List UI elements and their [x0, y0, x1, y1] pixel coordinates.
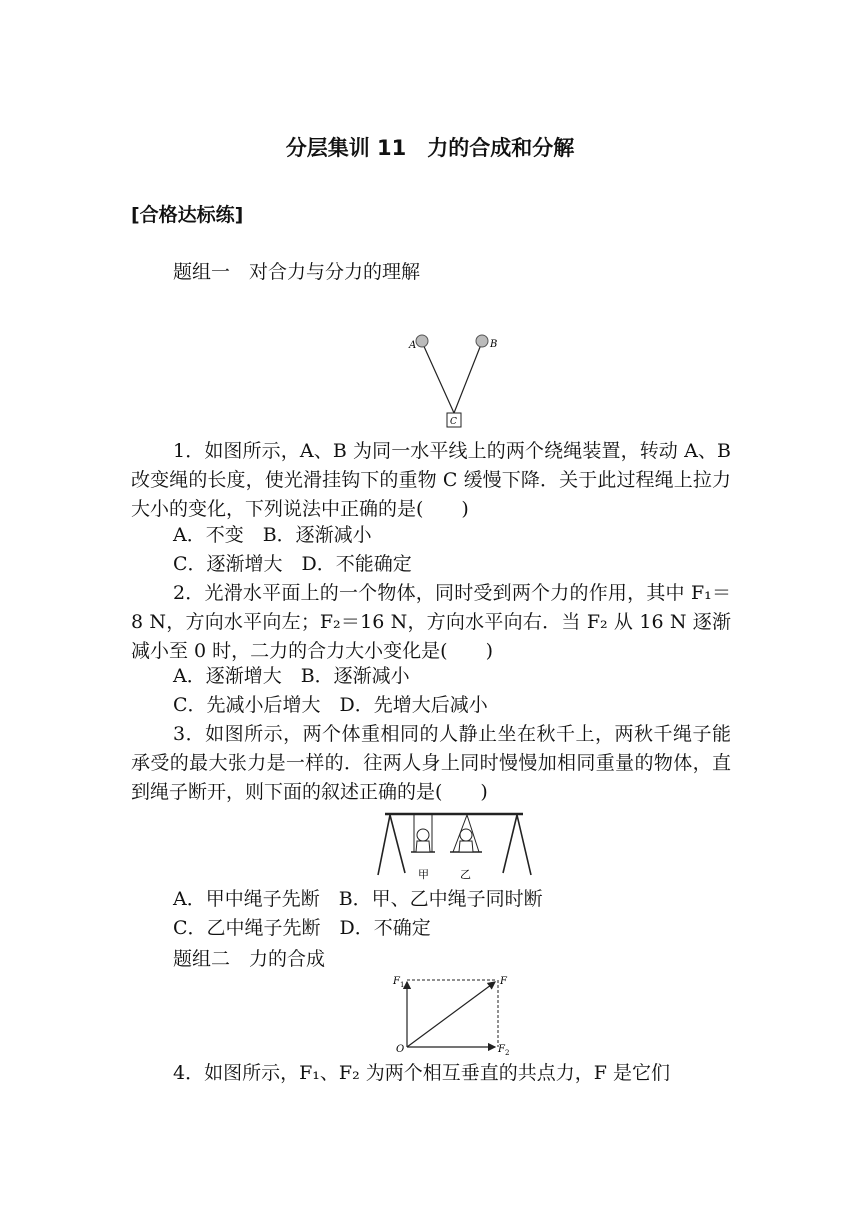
- label-yi: 乙: [460, 868, 471, 881]
- question-3-text: 3．如图所示，两个体重相同的人静止坐在秋千上，两秋千绳子能承受的最大张力是一样的．往两人身上同时慢慢加相同重量的物体，直到绳子断开，则下面的叙述正确的是( ): [131, 723, 731, 803]
- figure-swings: [375, 805, 535, 885]
- question-2-text: 2．光滑水平面上的一个物体，同时受到两个力的作用，其中 F₁＝8 N，方向水平向左；F₂＝16 N，方向水平向右．当 F₂ 从 16 N 逐渐减小至 0 时，二力的合力大小变化是( ): [131, 582, 731, 662]
- label-f1: $F_1$: [393, 976, 405, 989]
- figure-rope-pulleys: [405, 330, 505, 430]
- label-f2: $F_2$: [498, 1044, 510, 1057]
- page-title: 分层集训 11 力的合成和分解: [285, 136, 575, 160]
- question-1: [131, 437, 731, 524]
- question-4: [131, 1059, 731, 1088]
- question-2: [131, 579, 731, 666]
- question-4-text: 4．如图所示，F₁、F₂ 为两个相互垂直的共点力，F 是它们: [173, 1062, 670, 1084]
- question-1-options-cd: C．逐渐增大 D．不能确定: [173, 553, 412, 575]
- vector-f: [407, 982, 495, 1047]
- question-3: [131, 720, 731, 807]
- figure-force-rectangle: [388, 968, 518, 1058]
- question-2-options-cd: C．先减小后增大 D．先增大后减小: [173, 694, 488, 716]
- group-heading-1: 题组一 对合力与分力的理解: [173, 261, 421, 283]
- section-heading: [合格达标练]: [131, 204, 244, 226]
- question-3-options-cd: C．乙中绳子先断 D．不确定: [173, 917, 431, 939]
- question-3-options-ab: A．甲中绳子先断 B．甲、乙中绳子同时断: [173, 888, 543, 910]
- reel-a: [416, 335, 428, 347]
- group-heading-2: 题组二 力的合成: [173, 948, 326, 970]
- person-yi: [460, 829, 472, 841]
- label-c: C: [450, 417, 457, 427]
- label-b: B: [490, 339, 498, 350]
- person-jia: [417, 829, 429, 841]
- label-a: A: [409, 340, 417, 351]
- label-f: F: [500, 976, 507, 987]
- reel-b: [476, 335, 488, 347]
- question-1-text: 1．如图所示，A、B 为同一水平线上的两个绕绳装置，转动 A、B 改变绳的长度，使光滑挂钩下的重物 C 缓慢下降．关于此过程绳上拉力大小的变化，下列说法中正确的是( ): [131, 440, 731, 520]
- label-jia: 甲: [418, 868, 429, 881]
- question-1-options-ab: A．不变 B．逐渐减小: [173, 524, 372, 546]
- label-o: O: [396, 1044, 405, 1055]
- question-2-options-ab: A．逐渐增大 B．逐渐减小: [173, 665, 410, 687]
